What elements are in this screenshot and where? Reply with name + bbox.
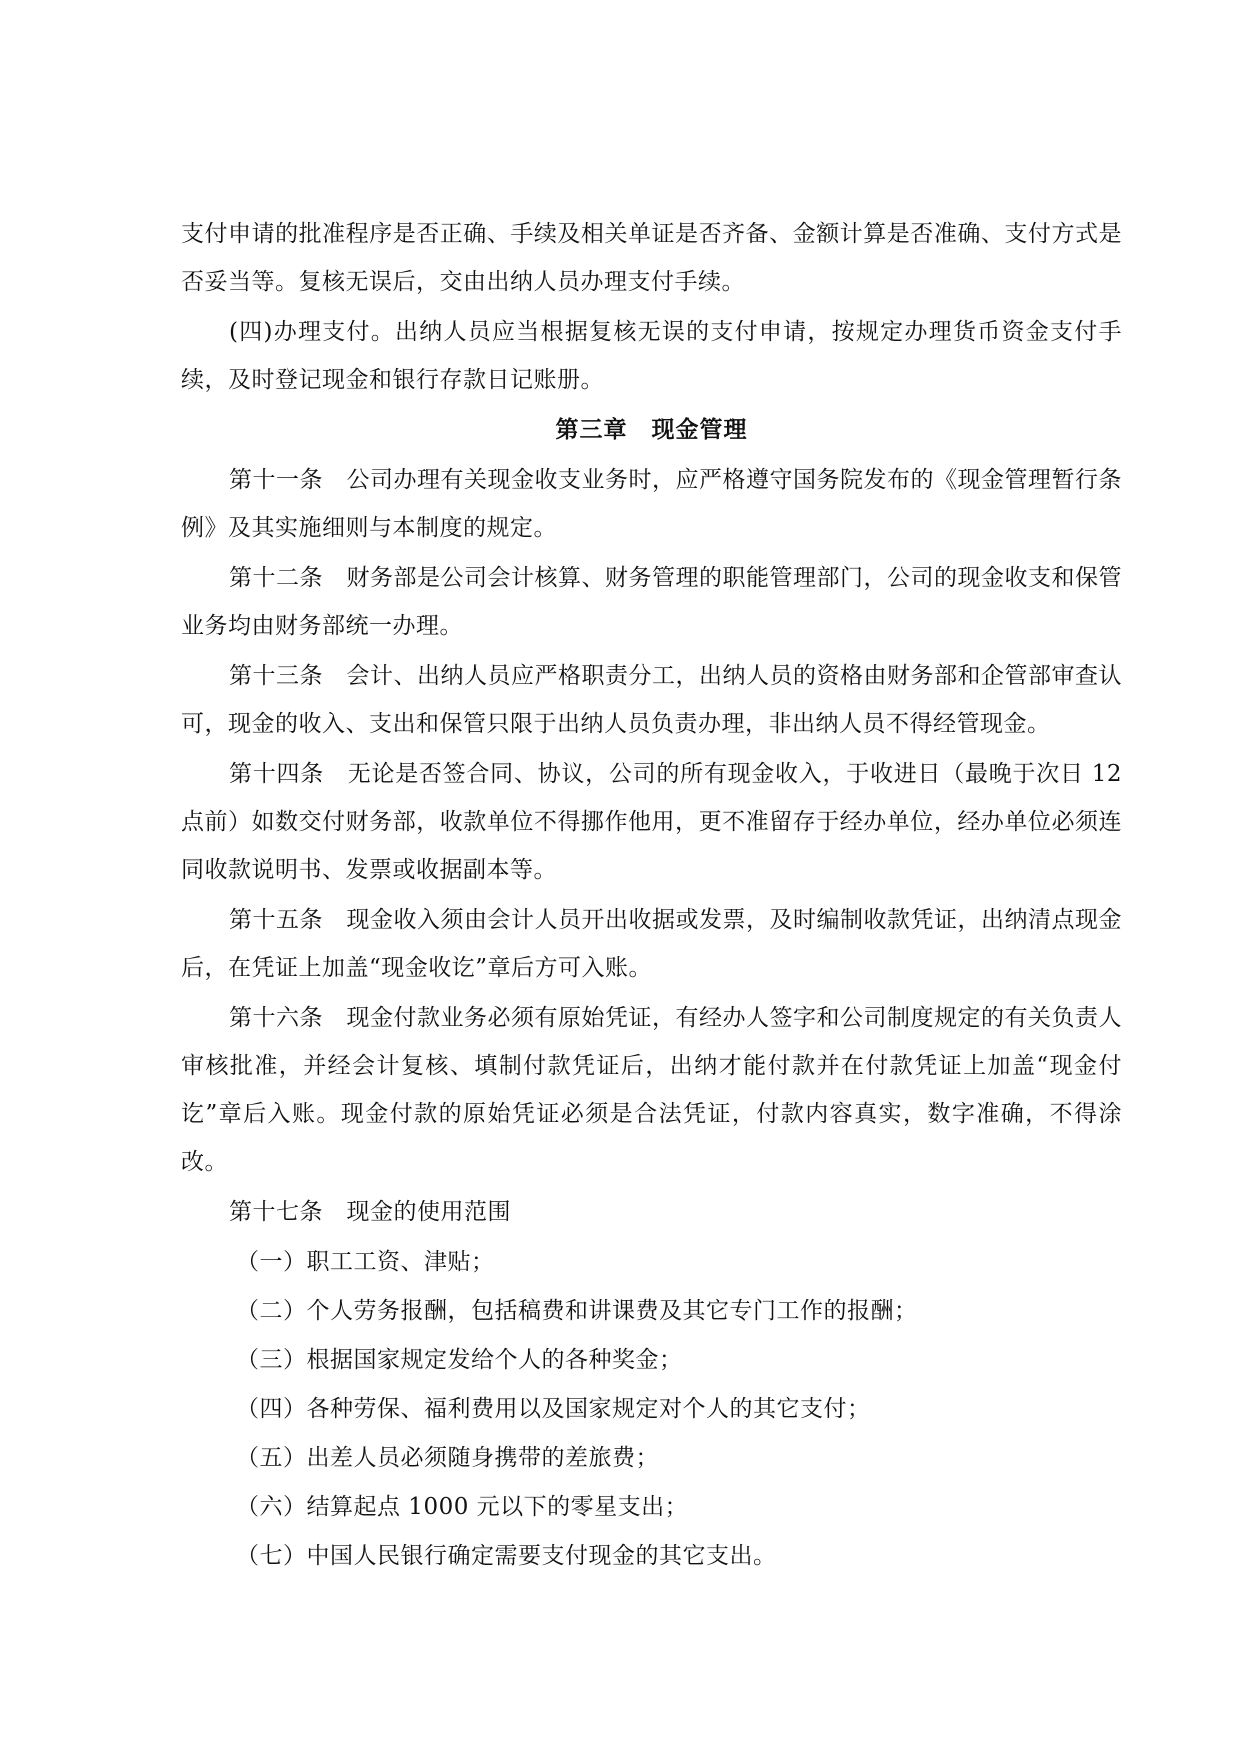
- article-13: 第十三条 会计、出纳人员应严格职责分工，出纳人员的资格由财务部和企管部审查认可，现金的收入、支出和保管只限于出纳人员负责办理，非出纳人员不得经管现金。: [181, 663, 1122, 737]
- list-item: （一）职工工资、津贴；: [236, 1249, 495, 1275]
- paragraph-continuation: 支付申请的批准程序是否正确、手续及相关单证是否齐备、金额计算是否准确、支付方式是否妥当等。复核无误后，交由出纳人员办理支付手续。: [181, 221, 1122, 295]
- article-15: 第十五条 现金收入须由会计人员开出收据或发票，及时编制收款凭证，出纳清点现金后，在凭证上加盖“现金收讫”章后方可入账。: [181, 907, 1122, 981]
- list-item: （四）各种劳保、福利费用以及国家规定对个人的其它支付；: [236, 1396, 871, 1422]
- article-17: 第十七条 现金的使用范围: [229, 1199, 511, 1225]
- chapter-title: 第三章 现金管理: [555, 417, 748, 443]
- list-item: （三）根据国家规定发给个人的各种奖金；: [236, 1347, 683, 1373]
- list-item: （五）出差人员必须随身携带的差旅费；: [236, 1445, 659, 1471]
- article-14: 第十四条 无论是否签合同、协议，公司的所有现金收入，于收进日（最晚于次日 12 点前）如数交付财务部，收款单位不得挪作他用，更不准留存于经办单位，经办单位必须连同收款说明书、发票或收据副本等。: [181, 761, 1122, 883]
- document-body: [181, 210, 1122, 1581]
- list-item: （六）结算起点 1000 元以下的零星支出；: [236, 1494, 689, 1520]
- article-16: 第十六条 现金付款业务必须有原始凭证，有经办人签字和公司制度规定的有关负责人审核批准，并经会计复核、填制付款凭证后，出纳才能付款并在付款凭证上加盖“现金付讫”章后入账。现金付款的原始凭证必须是合法凭证，付款内容真实，数字准确，不得涂改。: [181, 1005, 1122, 1175]
- article-11: 第十一条 公司办理有关现金收支业务时，应严格遵守国务院发布的《现金管理暂行条例》及其实施细则与本制度的规定。: [181, 467, 1122, 541]
- article-12: 第十二条 财务部是公司会计核算、财务管理的职能管理部门，公司的现金收支和保管业务均由财务部统一办理。: [181, 565, 1122, 639]
- list-item: （二）个人劳务报酬，包括稿费和讲课费及其它专门工作的报酬；: [236, 1298, 918, 1324]
- list-item: （七）中国人民银行确定需要支付现金的其它支出。: [236, 1543, 777, 1569]
- paragraph-payment-handling: (四)办理支付。出纳人员应当根据复核无误的支付申请，按规定办理货币资金支付手续，及时登记现金和银行存款日记账册。: [181, 319, 1122, 393]
